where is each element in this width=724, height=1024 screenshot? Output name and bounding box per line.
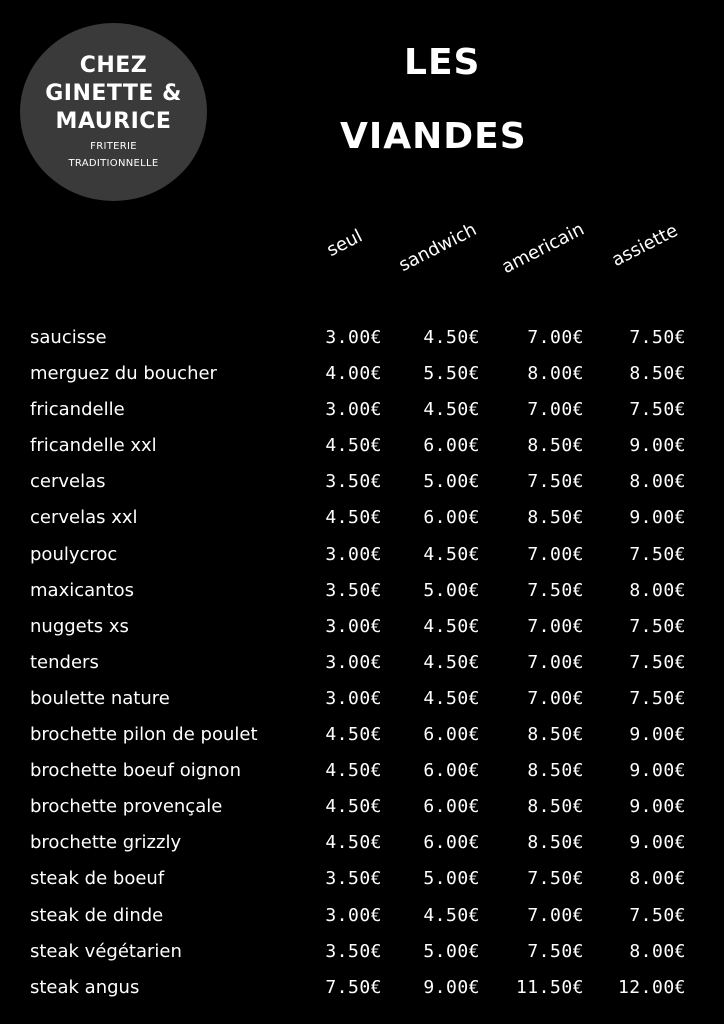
menu-row	[0, 898, 724, 934]
price-assiette: 7.50€	[629, 543, 686, 565]
price-assiette: 7.50€	[629, 399, 686, 421]
menu-row	[0, 392, 724, 428]
price-assiette: 7.50€	[629, 687, 686, 709]
logo-subtitle-1: FRITERIE	[90, 141, 137, 152]
price-assiette: 7.50€	[629, 651, 686, 673]
price-seul: 3.50€	[325, 471, 382, 493]
page-title-line-1: LES	[404, 42, 481, 83]
price-seul: 3.50€	[325, 579, 382, 601]
price-americain: 8.50€	[527, 435, 584, 457]
price-seul: 3.00€	[325, 615, 382, 637]
price-americain: 8.50€	[527, 724, 584, 746]
menu-row	[0, 717, 724, 753]
item-name: brochette pilon de poulet	[30, 724, 258, 746]
item-name: boulette nature	[30, 687, 170, 709]
price-americain: 7.50€	[527, 868, 584, 890]
price-seul: 4.00€	[325, 363, 382, 385]
price-americain: 7.00€	[527, 399, 584, 421]
price-sandwich: 5.50€	[423, 363, 480, 385]
menu-row	[0, 970, 724, 1006]
menu-table	[0, 320, 724, 1006]
item-name: steak de boeuf	[30, 868, 165, 890]
item-name: saucisse	[30, 327, 107, 348]
price-seul: 4.50€	[325, 832, 382, 854]
price-assiette: 8.00€	[629, 868, 686, 890]
price-sandwich: 4.50€	[423, 904, 480, 926]
price-americain: 8.00€	[527, 363, 584, 385]
price-sandwich: 4.50€	[423, 615, 480, 637]
price-americain: 8.50€	[527, 507, 584, 529]
price-assiette: 12.00€	[617, 976, 686, 998]
price-assiette: 9.00€	[629, 760, 686, 782]
price-americain: 7.00€	[527, 327, 584, 348]
menu-row	[0, 320, 724, 356]
menu-row	[0, 356, 724, 392]
price-assiette: 7.50€	[629, 904, 686, 926]
price-assiette: 8.50€	[629, 363, 686, 385]
price-sandwich: 5.00€	[423, 940, 480, 962]
price-assiette: 9.00€	[629, 507, 686, 529]
price-americain: 7.00€	[527, 651, 584, 673]
logo-line-3: MAURICE	[55, 109, 172, 134]
price-assiette: 9.00€	[629, 832, 686, 854]
item-name: brochette grizzly	[30, 832, 182, 854]
menu-row	[0, 789, 724, 825]
item-name: maxicantos	[30, 579, 135, 601]
item-name: merguez du boucher	[30, 363, 217, 385]
price-sandwich: 5.00€	[423, 579, 480, 601]
price-seul: 4.50€	[325, 796, 382, 818]
price-seul: 4.50€	[325, 760, 382, 782]
price-seul: 3.00€	[325, 904, 382, 926]
price-sandwich: 9.00€	[423, 976, 480, 998]
price-seul: 3.00€	[325, 651, 382, 673]
price-sandwich: 6.00€	[423, 796, 480, 818]
item-name: cervelas	[30, 471, 106, 493]
price-seul: 3.00€	[325, 687, 382, 709]
price-americain: 7.50€	[527, 471, 584, 493]
price-assiette: 7.50€	[629, 615, 686, 637]
menu-row	[0, 537, 724, 573]
price-americain: 7.50€	[527, 940, 584, 962]
price-assiette: 8.00€	[629, 579, 686, 601]
item-name: steak angus	[30, 976, 140, 998]
menu-row	[0, 609, 724, 645]
menu-row	[0, 500, 724, 536]
price-americain: 7.00€	[527, 687, 584, 709]
price-assiette: 9.00€	[629, 724, 686, 746]
logo-line-2: GINETTE &	[45, 81, 182, 106]
price-assiette: 9.00€	[629, 796, 686, 818]
price-americain: 11.50€	[515, 976, 584, 998]
menu-row	[0, 428, 724, 464]
menu-row	[0, 934, 724, 970]
price-seul: 3.00€	[325, 327, 382, 348]
price-seul: 3.00€	[325, 543, 382, 565]
item-name: fricandelle	[30, 399, 125, 421]
logo-subtitle-2: TRADITIONNELLE	[68, 158, 159, 169]
price-americain: 8.50€	[527, 832, 584, 854]
price-seul: 7.50€	[325, 976, 382, 998]
column-header-seul: seul	[323, 225, 366, 261]
price-assiette: 8.00€	[629, 940, 686, 962]
menu-row	[0, 464, 724, 500]
menu-row	[0, 861, 724, 897]
price-americain: 7.00€	[527, 904, 584, 926]
logo-badge	[20, 23, 207, 201]
price-sandwich: 5.00€	[423, 471, 480, 493]
price-sandwich: 6.00€	[423, 507, 480, 529]
item-name: cervelas xxl	[30, 507, 138, 529]
price-sandwich: 6.00€	[423, 832, 480, 854]
price-americain: 8.50€	[527, 760, 584, 782]
price-sandwich: 4.50€	[423, 687, 480, 709]
price-sandwich: 5.00€	[423, 868, 480, 890]
price-sandwich: 4.50€	[423, 399, 480, 421]
price-americain: 7.50€	[527, 579, 584, 601]
price-americain: 8.50€	[527, 796, 584, 818]
price-assiette: 7.50€	[629, 327, 686, 348]
menu-row	[0, 573, 724, 609]
menu-row	[0, 681, 724, 717]
price-americain: 7.00€	[527, 543, 584, 565]
menu-row	[0, 753, 724, 789]
item-name: tenders	[30, 651, 99, 673]
price-sandwich: 6.00€	[423, 760, 480, 782]
column-header-assiette: assiette	[608, 220, 682, 271]
page-title-line-2: VIANDES	[340, 116, 527, 157]
item-name: steak de dinde	[30, 904, 164, 926]
price-seul: 3.50€	[325, 868, 382, 890]
logo-line-1: CHEZ	[79, 53, 148, 78]
price-seul: 3.50€	[325, 940, 382, 962]
item-name: poulycroc	[30, 543, 118, 565]
price-sandwich: 4.50€	[423, 651, 480, 673]
item-name: nuggets xs	[30, 615, 129, 637]
price-seul: 3.00€	[325, 399, 382, 421]
item-name: brochette provençale	[30, 796, 223, 818]
item-name: brochette boeuf oignon	[30, 760, 241, 782]
price-assiette: 8.00€	[629, 471, 686, 493]
menu-row	[0, 645, 724, 681]
price-seul: 4.50€	[325, 435, 382, 457]
price-assiette: 9.00€	[629, 435, 686, 457]
column-header-americain: americain	[498, 218, 588, 278]
price-seul: 4.50€	[325, 507, 382, 529]
item-name: steak végétarien	[30, 940, 182, 962]
menu-row	[0, 825, 724, 861]
price-sandwich: 6.00€	[423, 724, 480, 746]
item-name: fricandelle xxl	[30, 435, 157, 457]
price-seul: 4.50€	[325, 724, 382, 746]
price-sandwich: 4.50€	[423, 543, 480, 565]
price-americain: 7.00€	[527, 615, 584, 637]
price-sandwich: 4.50€	[423, 327, 480, 348]
price-sandwich: 6.00€	[423, 435, 480, 457]
column-header-sandwich: sandwich	[395, 219, 481, 276]
